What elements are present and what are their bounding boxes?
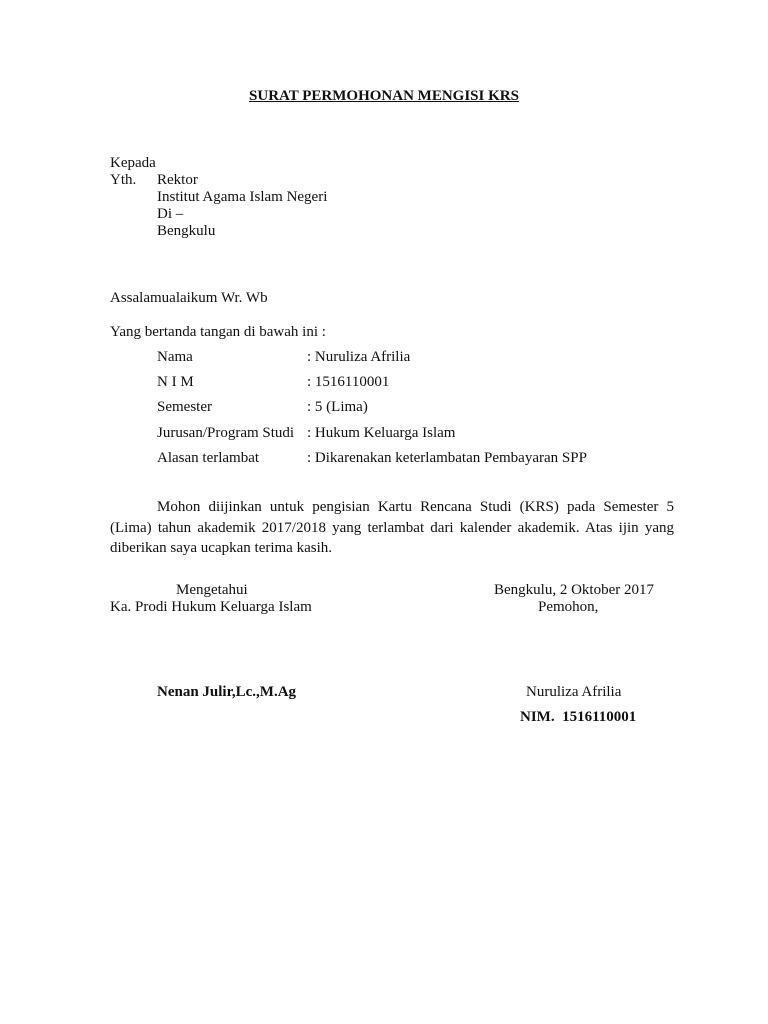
recipient-line: Rektor [157, 172, 198, 188]
right-sign-nim: NIM. 1516110001 [520, 709, 637, 725]
left-sign-line2: Ka. Prodi Hukum Keluarga Islam [110, 599, 312, 615]
field-value: : Hukum Keluarga Islam [307, 425, 456, 441]
field-value: : 5 (Lima) [307, 399, 368, 415]
field-label: Nama [157, 349, 193, 365]
field-value: : 1516110001 [307, 374, 390, 390]
right-sign-place-date: Bengkulu, 2 Oktober 2017 [494, 582, 654, 598]
recipient-line: Bengkulu [157, 223, 216, 239]
field-value: : Nuruliza Afrilia [307, 349, 411, 365]
recipient-yth: Yth. [110, 172, 137, 188]
left-sign-name: Nenan Julir,Lc.,M.Ag [157, 684, 297, 700]
intro-text: Yang bertanda tangan di bawah ini : [110, 324, 326, 340]
recipient-line: Di – [157, 206, 184, 222]
recipient-line: Institut Agama Islam Negeri [157, 189, 328, 205]
letter-title: SURAT PERMOHONAN MENGISI KRS [249, 88, 519, 104]
field-value: : Dikarenakan keterlambatan Pembayaran SPP [307, 450, 587, 466]
right-sign-role: Pemohon, [538, 599, 599, 615]
left-sign-line1: Mengetahui [176, 582, 248, 598]
field-label: Semester [157, 399, 212, 415]
field-label: Jurusan/Program Studi [157, 425, 295, 441]
greeting: Assalamualaikum Wr. Wb [110, 290, 268, 306]
body-paragraph: Mohon diijinkan untuk pengisian Kartu Rencana Studi (KRS) pada Semester 5 (Lima) tahun akademik 2017/2018 yang terlambat dari kalender akademik. Atas ijin yang diberikan saya ucapkan terima kasih. [110, 499, 674, 556]
recipient-kepada: Kepada [110, 155, 156, 171]
field-label: N I M [157, 374, 194, 390]
right-sign-name: Nuruliza Afrilia [526, 684, 622, 700]
field-label: Alasan terlambat [157, 450, 260, 466]
